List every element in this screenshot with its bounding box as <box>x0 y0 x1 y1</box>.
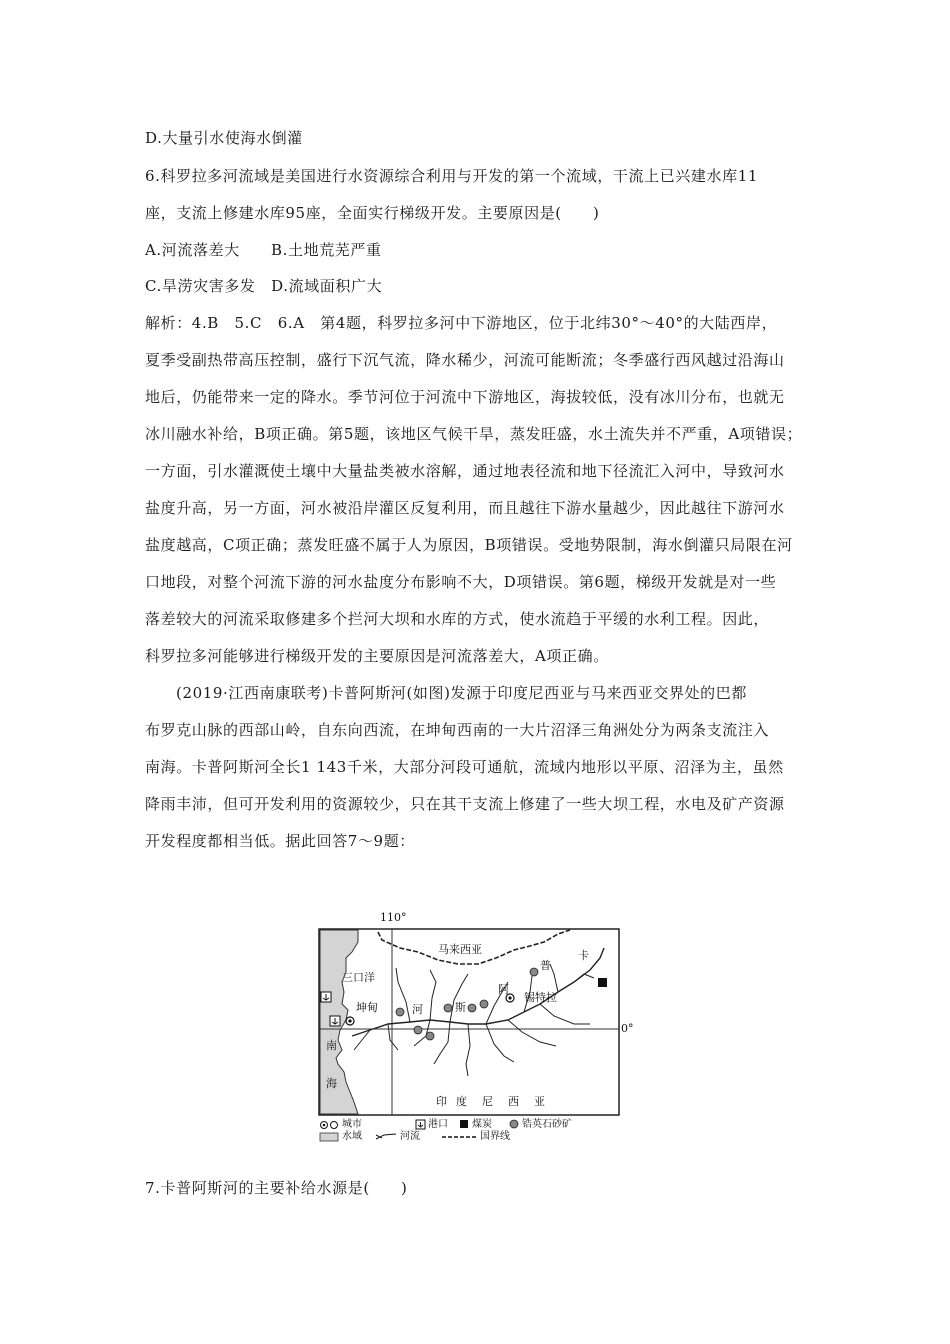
indonesia-char-4: 西 <box>508 1095 519 1108</box>
zircon-deposit <box>426 1032 434 1040</box>
legend-coal: 煤炭 <box>472 1119 492 1130</box>
legend-port: 港口 <box>428 1119 448 1130</box>
zircon-deposit <box>530 968 538 976</box>
legend-river: 河流 <box>400 1131 420 1142</box>
zircon-deposit <box>480 1000 488 1008</box>
legend-border: 国界线 <box>480 1131 510 1142</box>
river-char-3: 阿 <box>498 983 509 996</box>
material-line-1: (2019·江西南康联考)卡普阿斯河(如图)发源于印度尼西亚与马来西亚交界处的巴都 <box>176 684 747 702</box>
analysis-line-8: 口地段，对整个河流下游的河水盐度分布影响不大，D项错误。第6题，梯级开发就是对一些 <box>145 573 777 591</box>
analysis-line-3: 地后，仍能带来一定的降水。季节河位于河流中下游地区，海拔较低，没有冰川分布，也就无 <box>145 388 785 406</box>
legend-zircon: 锆英石砂矿 <box>522 1119 572 1130</box>
legend-water: 水域 <box>342 1131 362 1142</box>
indonesia-char-1: 印 <box>436 1095 447 1108</box>
indonesia-char-3: 尼 <box>482 1095 493 1108</box>
analysis-line-9: 落差较大的河流采取修建多个拦河大坝和水库的方式，使水流趋于平缓的水利工程。因此， <box>145 610 770 628</box>
analysis-line-6: 盐度升高，另一方面，河水被沿岸灌区反复利用，而且越往下游水量越少，因此越往下游河水 <box>145 499 785 517</box>
coal-deposit <box>598 978 607 987</box>
question-6-line-1: 6.科罗拉多河流域是美国进行水资源综合利用与开发的第一个流域，干流上已兴建水库11 <box>145 167 759 185</box>
material-line-2: 布罗克山脉的西部山岭，自东向西流，在坤甸西南的一大片沼泽三角洲处分为两条支流注入 <box>145 721 770 739</box>
analysis-line-2: 夏季受副热带高压控制，盛行下沉气流，降水稀少，河流可能断流；冬季盛行西风越过沿海山 <box>145 351 785 369</box>
legend-city: 城市 <box>342 1119 362 1130</box>
zircon-deposit <box>444 1004 452 1012</box>
question-6-options-cd: C.旱涝灾害多发 D.流域面积广大 <box>145 277 383 295</box>
kapuas-river-map <box>318 912 634 1142</box>
city-label-sintang: 锡特拉 <box>524 991 557 1004</box>
river-char-2: 普 <box>540 959 551 972</box>
label-malaysia: 马来西亚 <box>438 943 482 956</box>
option-5d: D.大量引水使海水倒灌 <box>145 129 303 147</box>
river-char-5: 河 <box>412 1003 423 1016</box>
material-line-4: 降雨丰沛，但可开发利用的资源较少，只在其干支流上修建了一些大坝工程，水电及矿产资源 <box>145 795 785 813</box>
zircon-deposit <box>396 1008 404 1016</box>
longitude-label: 110° <box>380 911 407 924</box>
river-char-1: 卡 <box>578 949 589 962</box>
sea-label-2: 海 <box>326 1077 337 1090</box>
indonesia-char-5: 亚 <box>534 1095 545 1108</box>
latitude-label: 0° <box>621 1022 634 1035</box>
material-line-3: 南海。卡普阿斯河全长1 143千米，大部分河段可通航，流域内地形以平原、沼泽为主，虽然 <box>145 758 784 776</box>
zircon-deposit <box>414 1026 422 1034</box>
material-line-5: 开发程度都相当低。据此回答7～9题： <box>145 832 415 850</box>
river-char-4: 斯 <box>455 1001 466 1014</box>
indonesia-char-2: 度 <box>456 1095 467 1108</box>
sea-label-1: 南 <box>326 1039 337 1052</box>
analysis-line-5: 一方面，引水灌溉使土壤中大量盐类被水溶解，通过地表径流和地下径流汇入河中，导致河水 <box>145 462 785 480</box>
city-label-pontianak: 坤甸 <box>356 1001 378 1014</box>
city-label-sankouyang: 三口洋 <box>342 971 375 984</box>
question-7: 7.卡普阿斯河的主要补给水源是( ) <box>145 1179 408 1197</box>
analysis-line-7: 盐度越高，C项正确；蒸发旺盛不属于人为原因，B项错误。受地势限制，海水倒灌只局限在河 <box>145 536 793 554</box>
question-6-line-2: 座，支流上修建水库95座，全面实行梯级开发。主要原因是( ) <box>145 204 600 222</box>
analysis-line-1: 解析：4.B 5.C 6.A 第4题，科罗拉多河中下游地区，位于北纬30°～40°的大陆西岸， <box>145 314 778 332</box>
analysis-line-4: 冰川融水补给，B项正确。第5题，该地区气候干旱，蒸发旺盛，水土流失并不严重，A项错误； <box>145 425 803 443</box>
zircon-deposit <box>468 1004 476 1012</box>
analysis-line-10: 科罗拉多河能够进行梯级开发的主要原因是河流落差大，A项正确。 <box>145 647 609 665</box>
question-6-options-ab: A.河流落差大 B.土地荒芜严重 <box>145 241 382 259</box>
